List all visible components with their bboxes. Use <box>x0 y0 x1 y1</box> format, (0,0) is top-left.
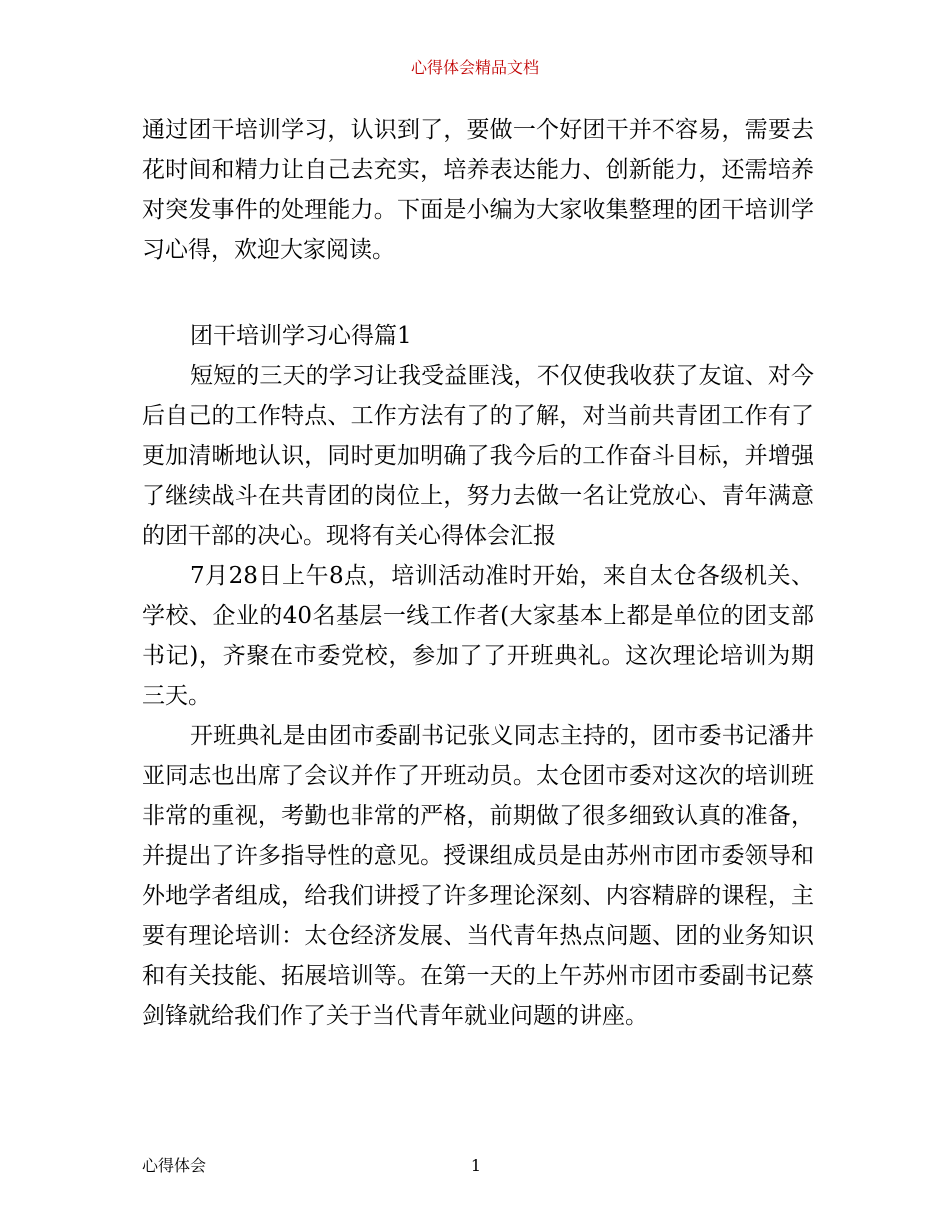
section-title: 团干培训学习心得篇1 <box>190 323 412 349</box>
header-title: 心得体会精品文档 <box>410 58 539 77</box>
body-paragraph: 短短的三天的学习让我受益匪浅，不仅使我收获了友谊、对今后自己的工作特点、工作方法有了的了解，对当前共青团工作有了更加清晰地认识，同时更加明确了我今后的工作奋斗目标，并增强了继续战斗在共青团的岗位上，努力去做一名让党放心、青年满意的团干部的决心。现将有关心得体会汇报 <box>142 363 814 549</box>
body-paragraph: 7月28日上午8点，培训活动准时开始，来自太仓各级机关、学校、企业的40名基层一线工作者(大家基本上都是单位的团支部书记)，齐聚在市委党校，参加了了开班典礼。这次理论培训为期三天。 <box>142 563 814 709</box>
page-number: 1 <box>470 1156 482 1175</box>
intro-paragraph: 通过团干培训学习，认识到了，要做一个好团干并不容易，需要去花时间和精力让自己去充实，培养表达能力、创新能力，还需培养对突发事件的处理能力。下面是小编为大家收集整理的团干培训学习心得，欢迎大家阅读。 <box>142 117 814 263</box>
body-paragraph: 开班典礼是由团市委副书记张义同志主持的，团市委书记潘井亚同志也出席了会议并作了开班动员。太仓团市委对这次的培训班非常的重视，考勤也非常的严格，前期做了很多细致认真的准备，并提出了许多指导性的意见。授课组成员是由苏州市团市委领导和外地学者组成，给我们讲授了许多理论深刻、内容精辟的课程，主要有理论培训：太仓经济发展、当代青年热点问题、团的业务知识和有关技能、拓展培训等。在第一天的上午苏州市团市委副书记蔡剑锋就给我们作了关于当代青年就业问题的讲座。 <box>142 723 814 1029</box>
document-body <box>142 110 814 1036</box>
footer-label: 心得体会 <box>142 1156 207 1175</box>
